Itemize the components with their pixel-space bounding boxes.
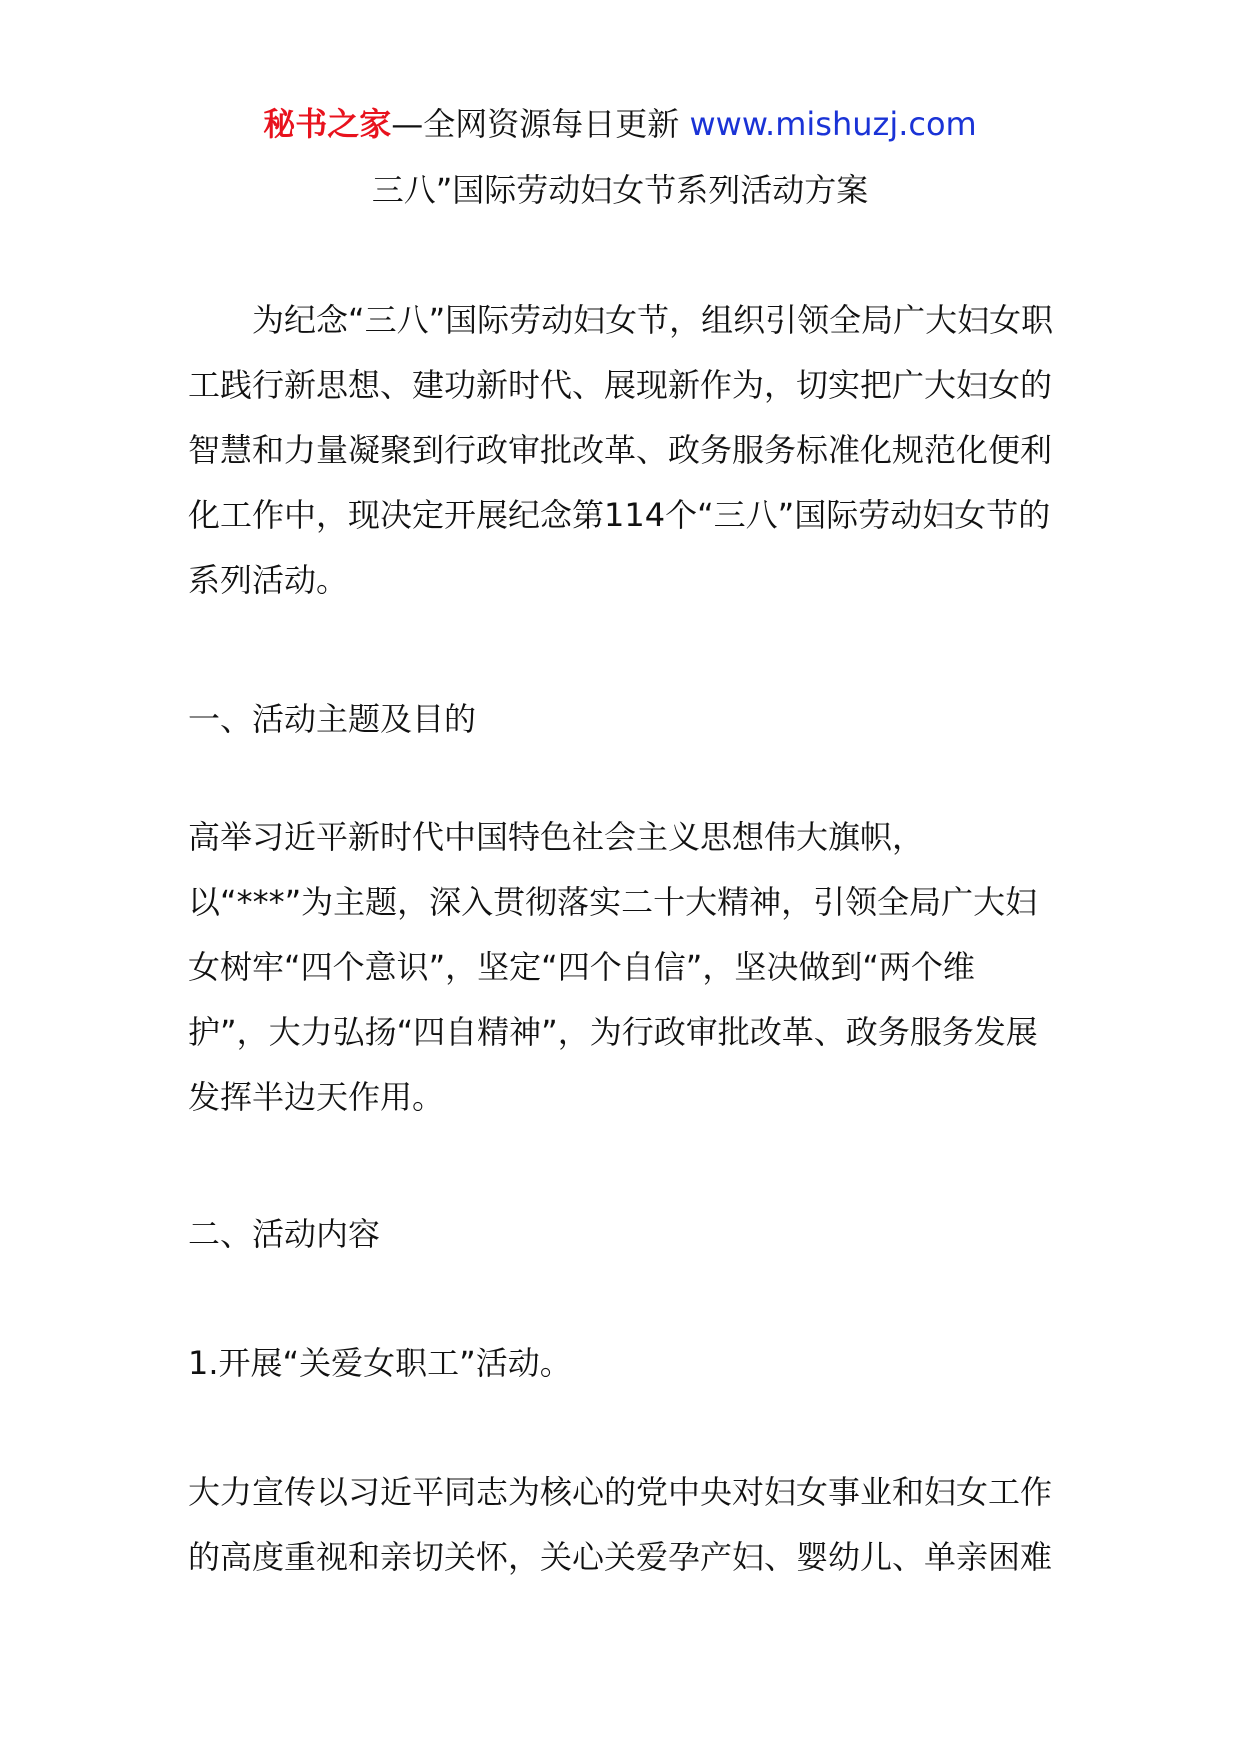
document-title: 三八”国际劳动妇女节系列活动方案 — [371, 171, 869, 209]
site-url-link[interactable]: www.mishuzj.com — [689, 105, 977, 143]
section-1-text: 高举习近平新时代中国特色社会主义思想伟大旗帜，以“***”为主题，深入贯彻落实二十大精神，引领全局广大妇女树牢“四个意识”，坚定“四个自信”，坚决做到“两个维护”，大力弘扬“四自精神”，为行政审批改革、政务服务发展发挥半边天作用。 — [188, 818, 1038, 1116]
section-1-heading: 一、活动主题及目的 — [188, 700, 477, 738]
item-1-paragraph — [188, 1460, 1054, 1590]
section-1-paragraph — [188, 805, 1054, 1130]
site-brand: 秘书之家 — [263, 105, 392, 143]
section-2-heading: 二、活动内容 — [188, 1215, 381, 1253]
item-1-text: 大力宣传以习近平同志为核心的党中央对妇女事业和妇女工作的高度重视和亲切关怀，关心关爱孕产妇、婴幼儿、单亲困难 — [188, 1473, 1053, 1576]
item-1-heading: 1.开展“关爱女职工”活动。 — [188, 1344, 572, 1382]
intro-text: 为纪念“三八”国际劳动妇女节，组织引领全局广大妇女职工践行新思想、建功新时代、展现新作为，切实把广大妇女的智慧和力量凝聚到行政审批改革、政务服务标准化规范化便利化工作中，现决定开展纪念第114个“三八”国际劳动妇女节的系列活动。 — [188, 301, 1054, 599]
site-slogan: —全网资源每日更新 — [391, 105, 680, 143]
site-header — [0, 100, 1240, 148]
intro-paragraph — [188, 288, 1054, 613]
